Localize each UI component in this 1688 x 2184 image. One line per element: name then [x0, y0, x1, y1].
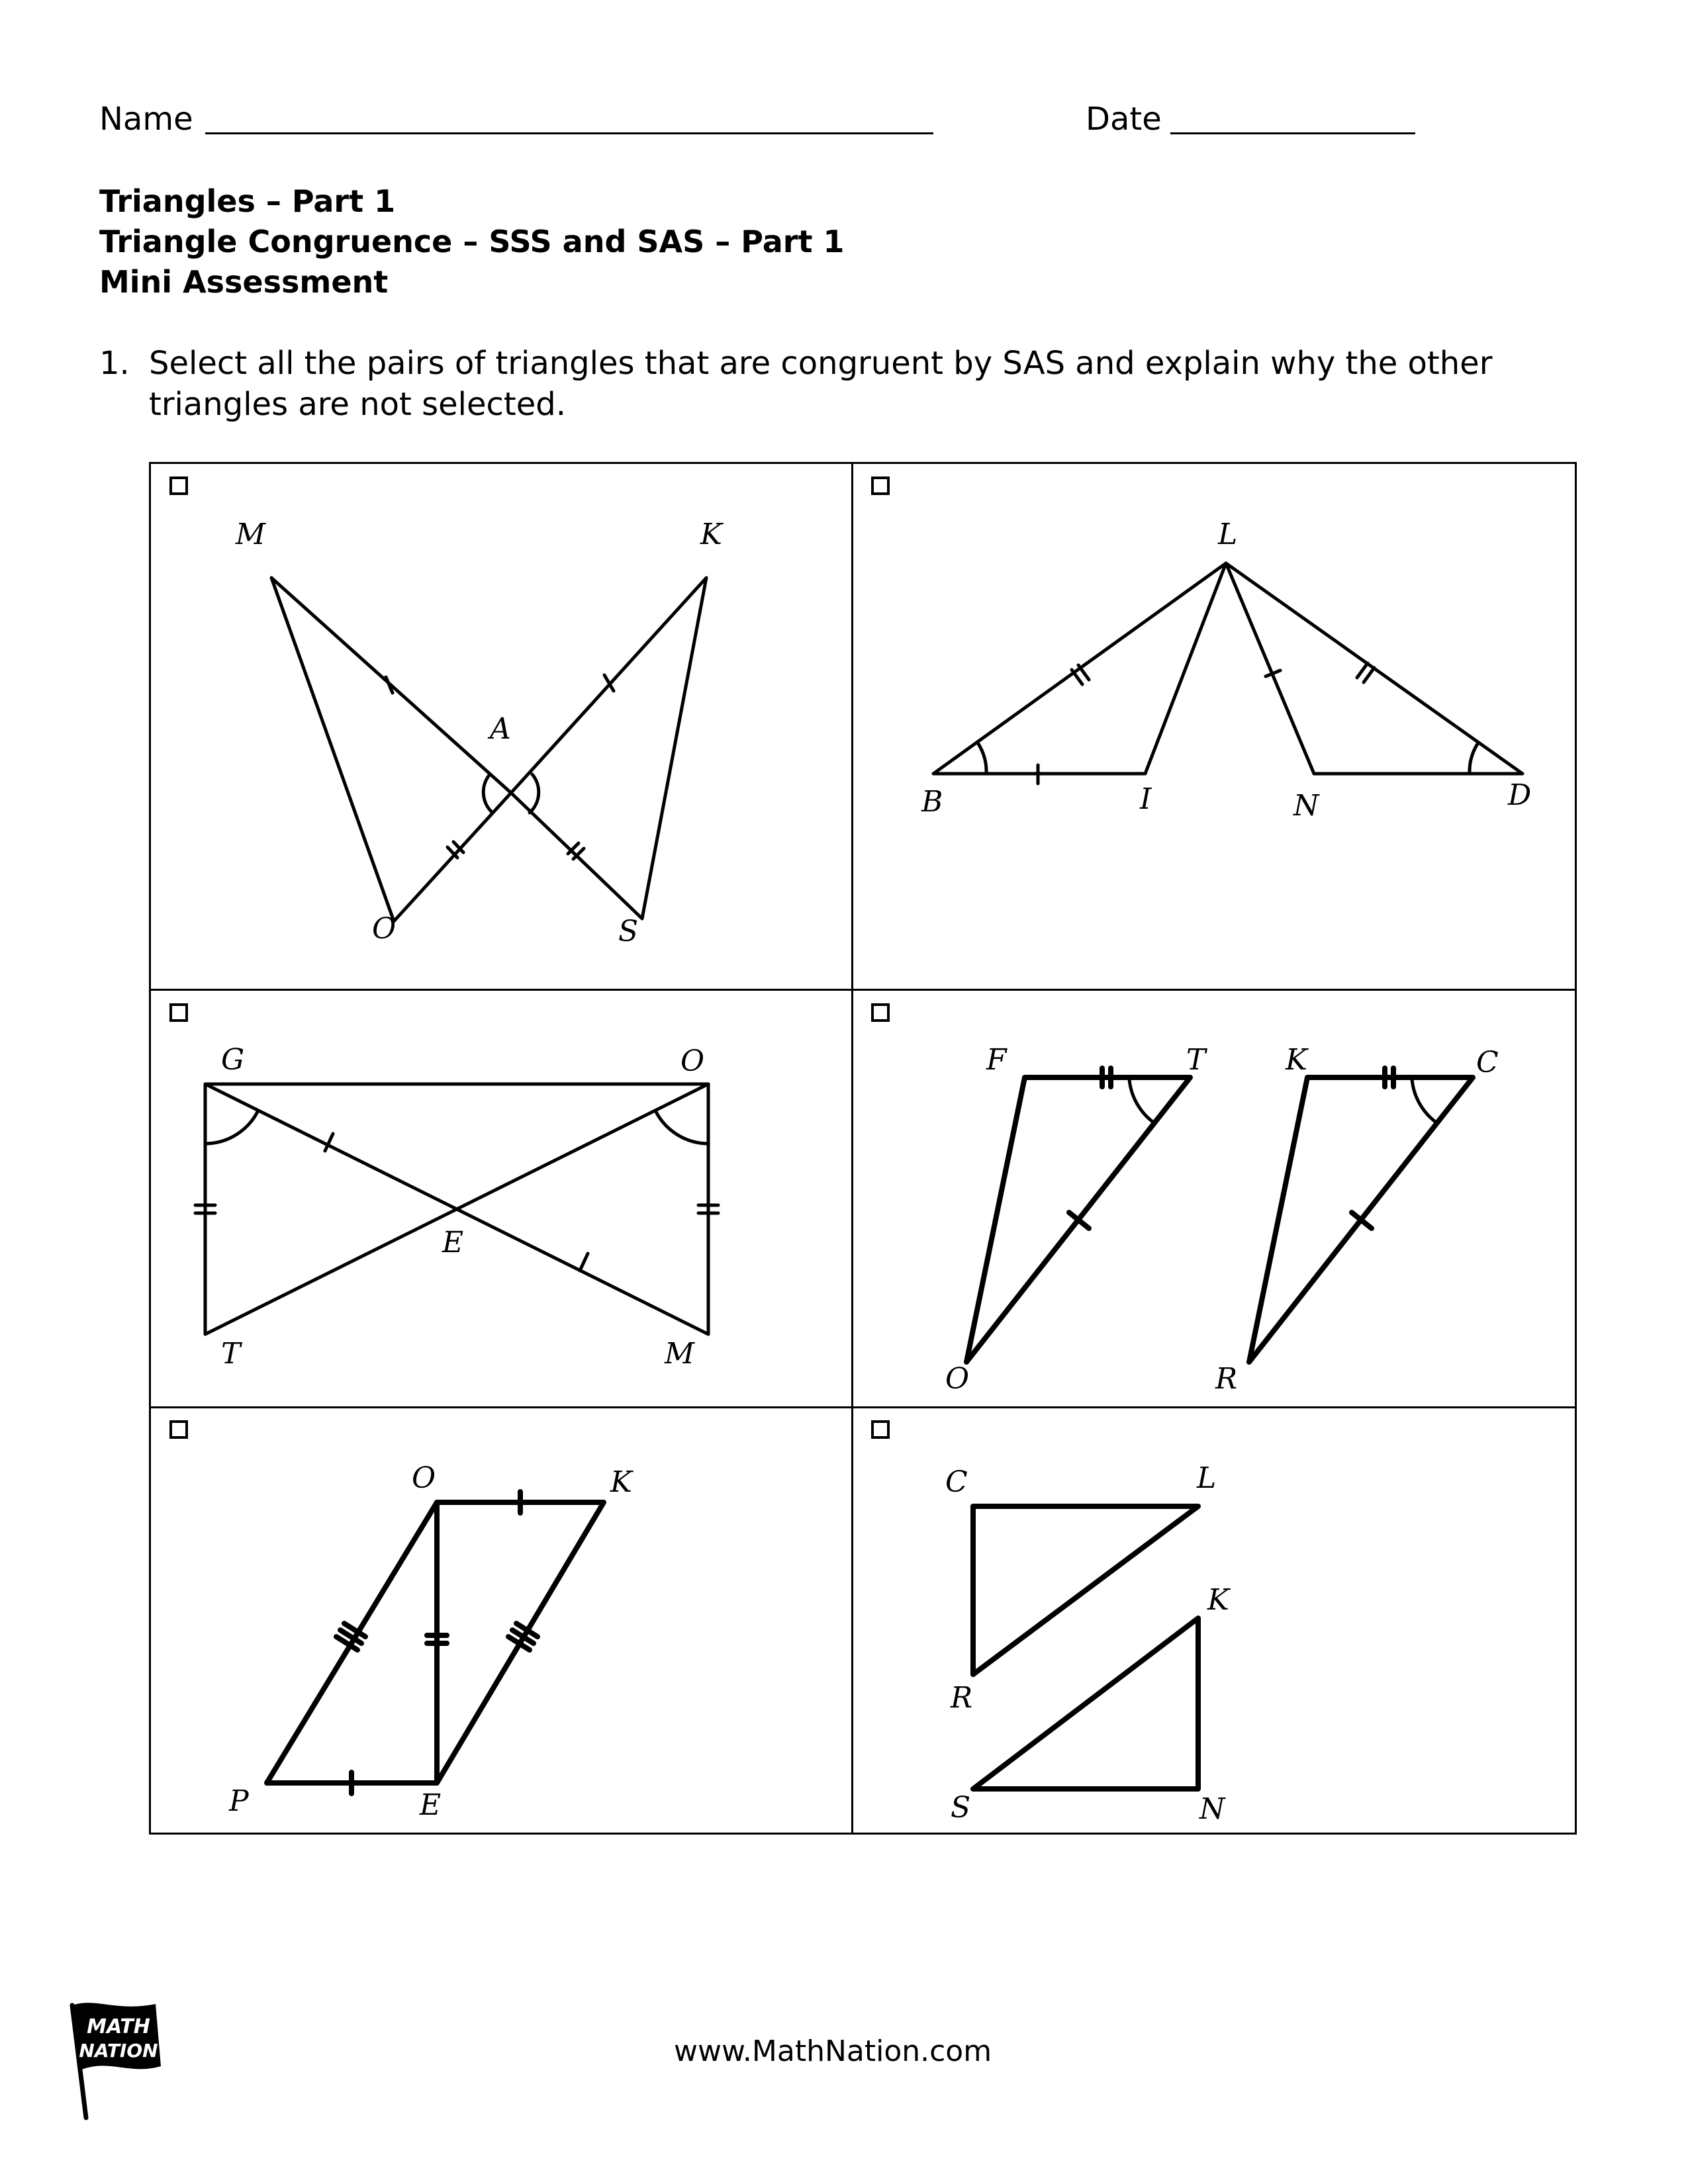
angle-mark-o [655, 1111, 708, 1144]
figure-5-triangles [267, 1492, 604, 1794]
tick-ld-1 [1357, 663, 1368, 678]
vertex-label: I [1140, 782, 1152, 816]
figure-4-triangles [966, 1068, 1473, 1362]
figure-6-triangles [973, 1506, 1198, 1789]
tick-ld-2 [1364, 668, 1374, 682]
vertex-label: S [618, 915, 639, 948]
vertex-label: L [1218, 518, 1238, 551]
vertex-label: L [1197, 1461, 1217, 1495]
vertex-label: E [442, 1226, 464, 1259]
vertex-label: K [610, 1465, 632, 1499]
question-number: 1. [99, 345, 130, 382]
vertex-label: M [236, 518, 266, 551]
title-line-2: Triangle Congruence – SSS and SAS – Part 1 [99, 224, 845, 259]
angle-mark-t [1129, 1079, 1154, 1123]
vertex-label: C [1476, 1046, 1499, 1079]
date-label: Date [1086, 101, 1162, 138]
vertex-label: R [1215, 1362, 1238, 1396]
triangle-mao [271, 578, 511, 921]
figure-1-triangles [271, 578, 706, 921]
vertex-label: A [490, 712, 511, 746]
vertex-label: N [1199, 1792, 1225, 1826]
angle-mark-b [978, 744, 986, 774]
vertex-label: N [1293, 789, 1319, 823]
question-line-1: Select all the pairs of triangles that are congruent by SAS and explain why the other [149, 345, 1493, 382]
vertex-label: B [921, 785, 943, 819]
vertex-label: K [1207, 1583, 1229, 1617]
math-nation-logo [63, 1992, 169, 2124]
vertex-label: K [700, 518, 722, 551]
angle-mark-right [530, 774, 539, 813]
triangle-clr [973, 1506, 1198, 1674]
vertex-label: S [951, 1791, 971, 1825]
question-line-2: triangles are not selected. [149, 386, 566, 423]
vertex-label: C [945, 1465, 968, 1499]
triangle-kns [973, 1618, 1198, 1789]
angle-mark-c [1412, 1079, 1437, 1123]
logo-text-math: MATH [87, 2015, 150, 2038]
title-line-1: Triangles – Part 1 [99, 183, 396, 219]
vertex-label: T [1186, 1043, 1206, 1077]
vertex-label: M [665, 1337, 695, 1371]
title-line-3: Mini Assessment [99, 264, 389, 300]
vertex-label: O [945, 1362, 970, 1396]
vertex-label: E [420, 1788, 442, 1822]
figure-2-triangles [933, 563, 1523, 784]
angle-mark-left [483, 774, 492, 813]
triangle-kas [511, 578, 706, 919]
vertex-label: O [680, 1044, 705, 1078]
vertex-label: P [229, 1784, 249, 1818]
angle-mark-d [1470, 744, 1477, 774]
name-label: Name [99, 101, 193, 138]
logo-text-nation: NATION [79, 2040, 158, 2062]
vertex-label: D [1508, 778, 1532, 812]
vertex-label: O [412, 1461, 436, 1495]
tick-em [580, 1253, 588, 1271]
angle-mark-g [205, 1111, 258, 1144]
footer-url[interactable]: www.MathNation.com [674, 2034, 992, 2068]
vertex-label: T [221, 1337, 241, 1371]
figure-3-triangles [195, 1084, 718, 1334]
vertex-label: K [1286, 1043, 1307, 1077]
vertex-label: G [221, 1043, 245, 1077]
vertex-label: F [986, 1043, 1007, 1077]
vertex-label: R [951, 1681, 973, 1715]
triangle-ope [267, 1502, 437, 1783]
vertex-label: O [372, 912, 397, 946]
